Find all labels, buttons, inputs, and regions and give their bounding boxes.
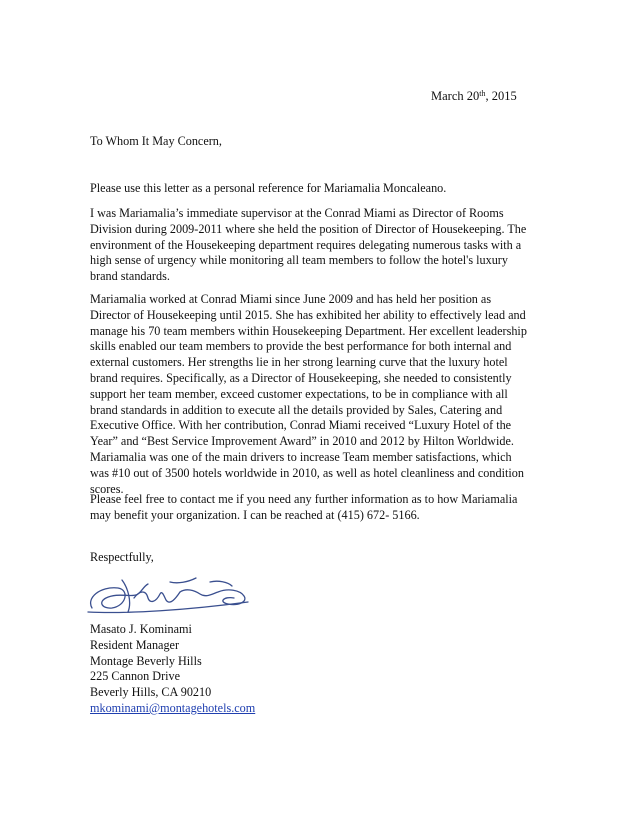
paragraph-line: I was Mariamalia’s immediate supervisor at the Conrad Miami as Director of Rooms bbox=[90, 206, 504, 220]
paragraph-line: Mariamalia was one of the main drivers to increase Team member satisfactions, which bbox=[90, 449, 512, 464]
signature-block bbox=[90, 622, 255, 717]
paragraph-line: environment of the Housekeeping department requires delegating numerous tasks with a bbox=[90, 237, 522, 252]
paragraph-line: brand standards in addition to execute all the details provided by Sales, Catering and bbox=[90, 402, 503, 417]
paragraph-line: was #10 out of 3500 hotels worldwide in 2010, as well as hotel cleanliness and condition bbox=[90, 465, 524, 480]
paragraph-line: scores. bbox=[90, 481, 124, 496]
paragraph-line: high sense of urgency while monitoring all team members to follow the hotel's luxury bbox=[90, 253, 508, 268]
signer-email-link[interactable]: mkominami@montagehotels.com bbox=[90, 700, 256, 715]
date-ordinal: th bbox=[479, 89, 486, 98]
paragraph-line: Year” and “Best Service Improvement Award” in 2010 and 2012 by Hilton Worldwide. bbox=[90, 434, 514, 449]
paragraph-line: brand requires. Specifically, as a Director of Housekeeping, she needed to consistently bbox=[90, 370, 512, 385]
paragraph-line: Executive Office. With her contribution, Conrad Miami received “Luxury Hotel of the bbox=[90, 418, 512, 433]
paragraph-line: may benefit your organization. I can be reached at (415) 672- 5166. bbox=[90, 507, 420, 522]
paragraph-line: brand standards. bbox=[90, 269, 170, 284]
paragraph-line: Division during 2009-2011 where she held the position of Director of Housekeeping. The bbox=[90, 221, 527, 236]
paragraph-line: manage his 70 team members within Housekeeping Department. Her excellent leadership bbox=[90, 323, 527, 338]
signer-company: Montage Beverly Hills bbox=[90, 653, 202, 668]
letter-date bbox=[431, 89, 517, 104]
paragraph-line: support her team member, exceed customer expectations, to be in compliance with all bbox=[90, 386, 508, 401]
closing: Respectfully, bbox=[90, 550, 154, 564]
signer-street: 225 Cannon Drive bbox=[90, 669, 181, 684]
paragraph-contact bbox=[90, 492, 550, 524]
paragraph-intro: Please use this letter as a personal reference for Mariamalia Moncaleano. bbox=[90, 181, 447, 195]
date-year: , 2015 bbox=[485, 89, 517, 103]
paragraph-line: skills enabled our team members to provide the best performance for both internal and bbox=[90, 339, 512, 354]
signer-city: Beverly Hills, CA 90210 bbox=[90, 685, 212, 700]
signer-name: Masato J. Kominami bbox=[90, 622, 192, 636]
paragraph-line: external customers. Her strengths lie in her strong learning curve that the luxury hotel bbox=[90, 355, 508, 370]
paragraph-supervisor bbox=[90, 206, 550, 285]
paragraph-line: Mariamalia worked at Conrad Miami since June 2009 and has held her position as bbox=[90, 292, 492, 306]
date-text: March 20 bbox=[431, 89, 480, 103]
paragraph-performance bbox=[90, 292, 550, 497]
handwritten-signature bbox=[78, 568, 258, 624]
paragraph-line: Director of Housekeeping until 2015. She has exhibited her ability to effectively lead and bbox=[90, 307, 526, 322]
salutation: To Whom It May Concern, bbox=[90, 134, 222, 148]
signer-title: Resident Manager bbox=[90, 637, 180, 652]
paragraph-line: Please feel free to contact me if you need any further information as to how Mariamalia bbox=[90, 492, 518, 506]
